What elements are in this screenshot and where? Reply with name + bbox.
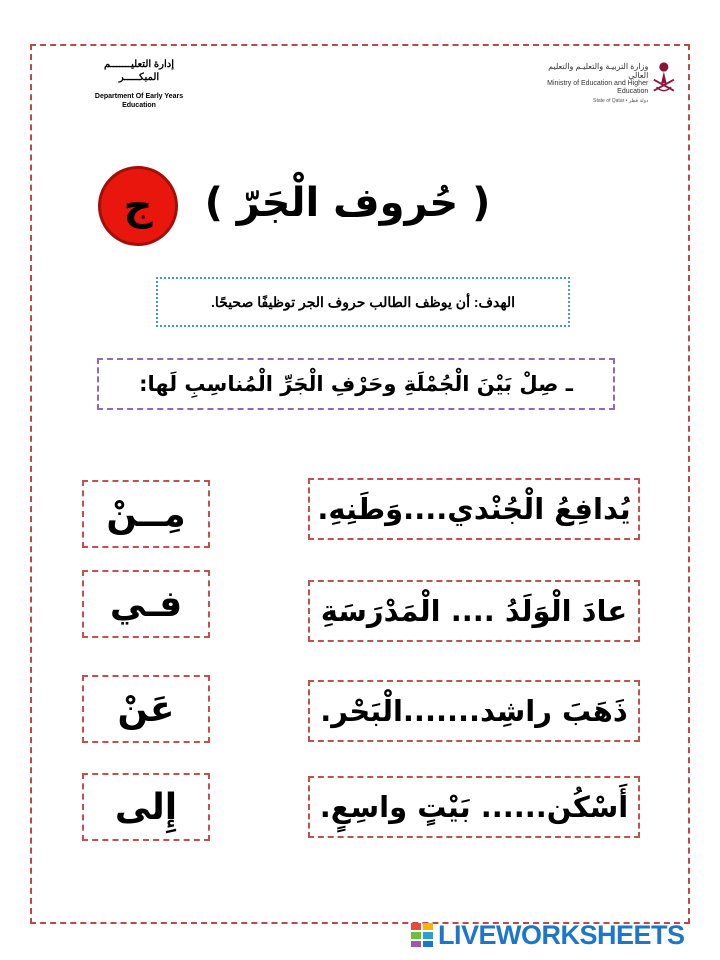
department-header [84, 58, 194, 110]
ministry-name-ar: وزارة التربيـة والتعليـم والتعليم العالي [548, 62, 649, 80]
page-title: ( حُروف الْجَرّ ) [204, 180, 491, 226]
goal-text: الهدف: أن يوظف الطالب حروف الجر توظيفًا صحيحًا. [211, 293, 515, 310]
instruction-text: ـ صِلْ بَيْنَ الْجُمْلَةِ وحَرْفِ الْجَرِّ الْمُناسِبِ لَها: [139, 372, 573, 396]
sentence-text: عادَ الْوَلَدُ .... الْمَدْرَسَةِ [320, 594, 628, 628]
ministry-emblem-icon [652, 58, 676, 96]
sentence-box-3[interactable] [308, 680, 640, 742]
sentence-text: أَسْكُن...... بَيْتٍ واسِعٍ. [319, 790, 629, 824]
preposition-box-an[interactable] [82, 675, 210, 743]
sentence-text: ذَهَبَ راشِد.......الْبَحْر. [320, 694, 628, 728]
sentence-box-2[interactable] [308, 580, 640, 642]
instruction-box [97, 358, 615, 410]
sentence-box-1[interactable] [308, 478, 640, 540]
preposition-text: فـي [109, 583, 183, 625]
preposition-box-fi[interactable] [82, 570, 210, 638]
preposition-box-ila[interactable] [82, 773, 210, 841]
department-name-en: Department Of Early Years Education [94, 93, 184, 109]
preposition-text: عَنْ [117, 688, 175, 730]
liveworksheets-watermark [410, 920, 685, 950]
state-text: State of Qatar • دولة قطر [593, 98, 649, 104]
sentence-box-4[interactable] [308, 776, 640, 838]
preposition-text: مِــنْ [106, 493, 186, 535]
department-name-ar-line1: إدارة التعليـــــــم [103, 59, 174, 70]
preposition-text: إِلى [114, 786, 178, 828]
ministry-name-en: Ministry of Education and Higher Education [547, 80, 649, 95]
preposition-box-min[interactable] [82, 480, 210, 548]
badge-letter: ج [123, 183, 153, 229]
department-name-ar-line2: المبكـــــر [118, 72, 160, 83]
sentence-text: يُدافِعُ الْجُنْدي....وَطَنِهِ. [317, 492, 631, 526]
watermark-text: LIVEWORKSHEETS [438, 919, 685, 950]
letter-badge [98, 166, 178, 246]
ministry-header [526, 58, 676, 104]
goal-box [156, 277, 570, 327]
liveworksheets-logo-icon [410, 922, 434, 948]
